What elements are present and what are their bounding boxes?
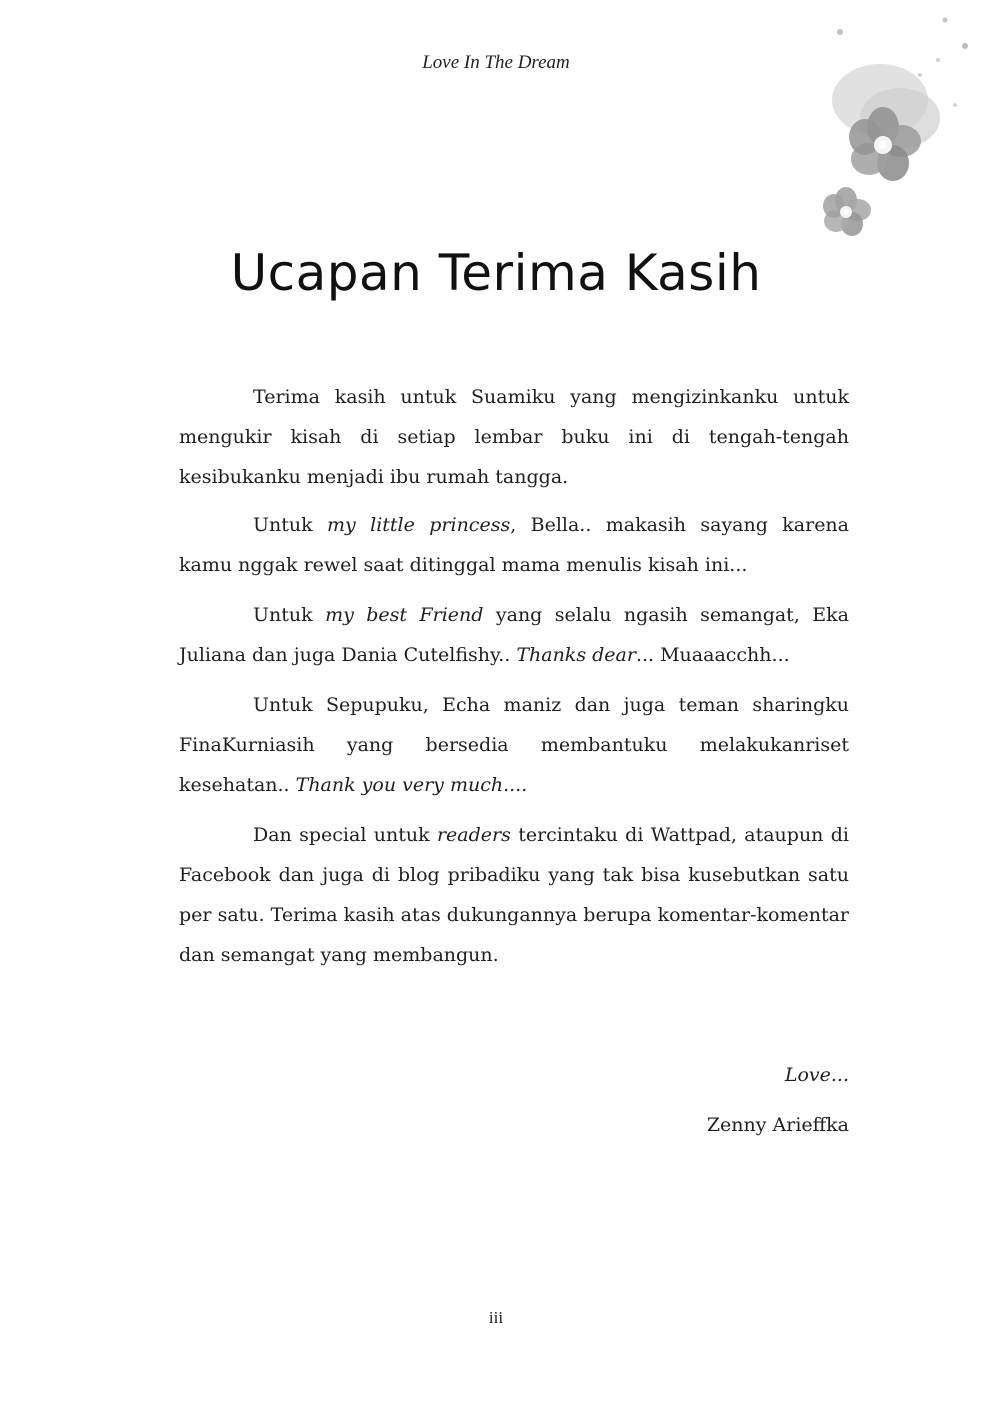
running-header: Love In The Dream [422,52,570,73]
chapter-title: Ucapan Terima Kasih [230,244,762,302]
flower-decoration-icon [780,0,992,260]
acknowledgement-body [179,377,849,985]
signature-closing: Love... [784,1064,849,1086]
paragraph-4: Untuk Sepupuku, Echa maniz dan juga teman sharingku FinaKurniasih yang bersedia membantuku melakukanriset kesehatan.. Thank you very much.... [179,694,849,796]
page-number: iii [488,1308,504,1327]
paragraph-3: Untuk my best Friend yang selalu ngasih semangat, Eka Juliana dan juga Dania Cutelfishy.. Thanks dear... Muaaacchh... [179,604,849,666]
paragraph-2: Untuk my little princess, Bella.. makasih sayang karena kamu nggak rewel saat ditinggal mama menulis kisah ini... [179,514,849,576]
paragraph-5: Dan special untuk readers tercintaku di Wattpad, ataupun di Facebook dan juga di blog pribadiku yang tak bisa kusebutkan satu per satu. Terima kasih atas dukungannya berupa komentar-komentar dan semangat yang membangun. [179,824,849,966]
signature-block [179,1050,849,1150]
signature-author: Zenny Arieffka [706,1114,849,1136]
paragraph-1: Terima kasih untuk Suamiku yang mengizinkanku untuk mengukir kisah di setiap lembar buku ini di tengah-tengah kesibukanku menjadi ibu rumah tangga. [179,386,849,488]
